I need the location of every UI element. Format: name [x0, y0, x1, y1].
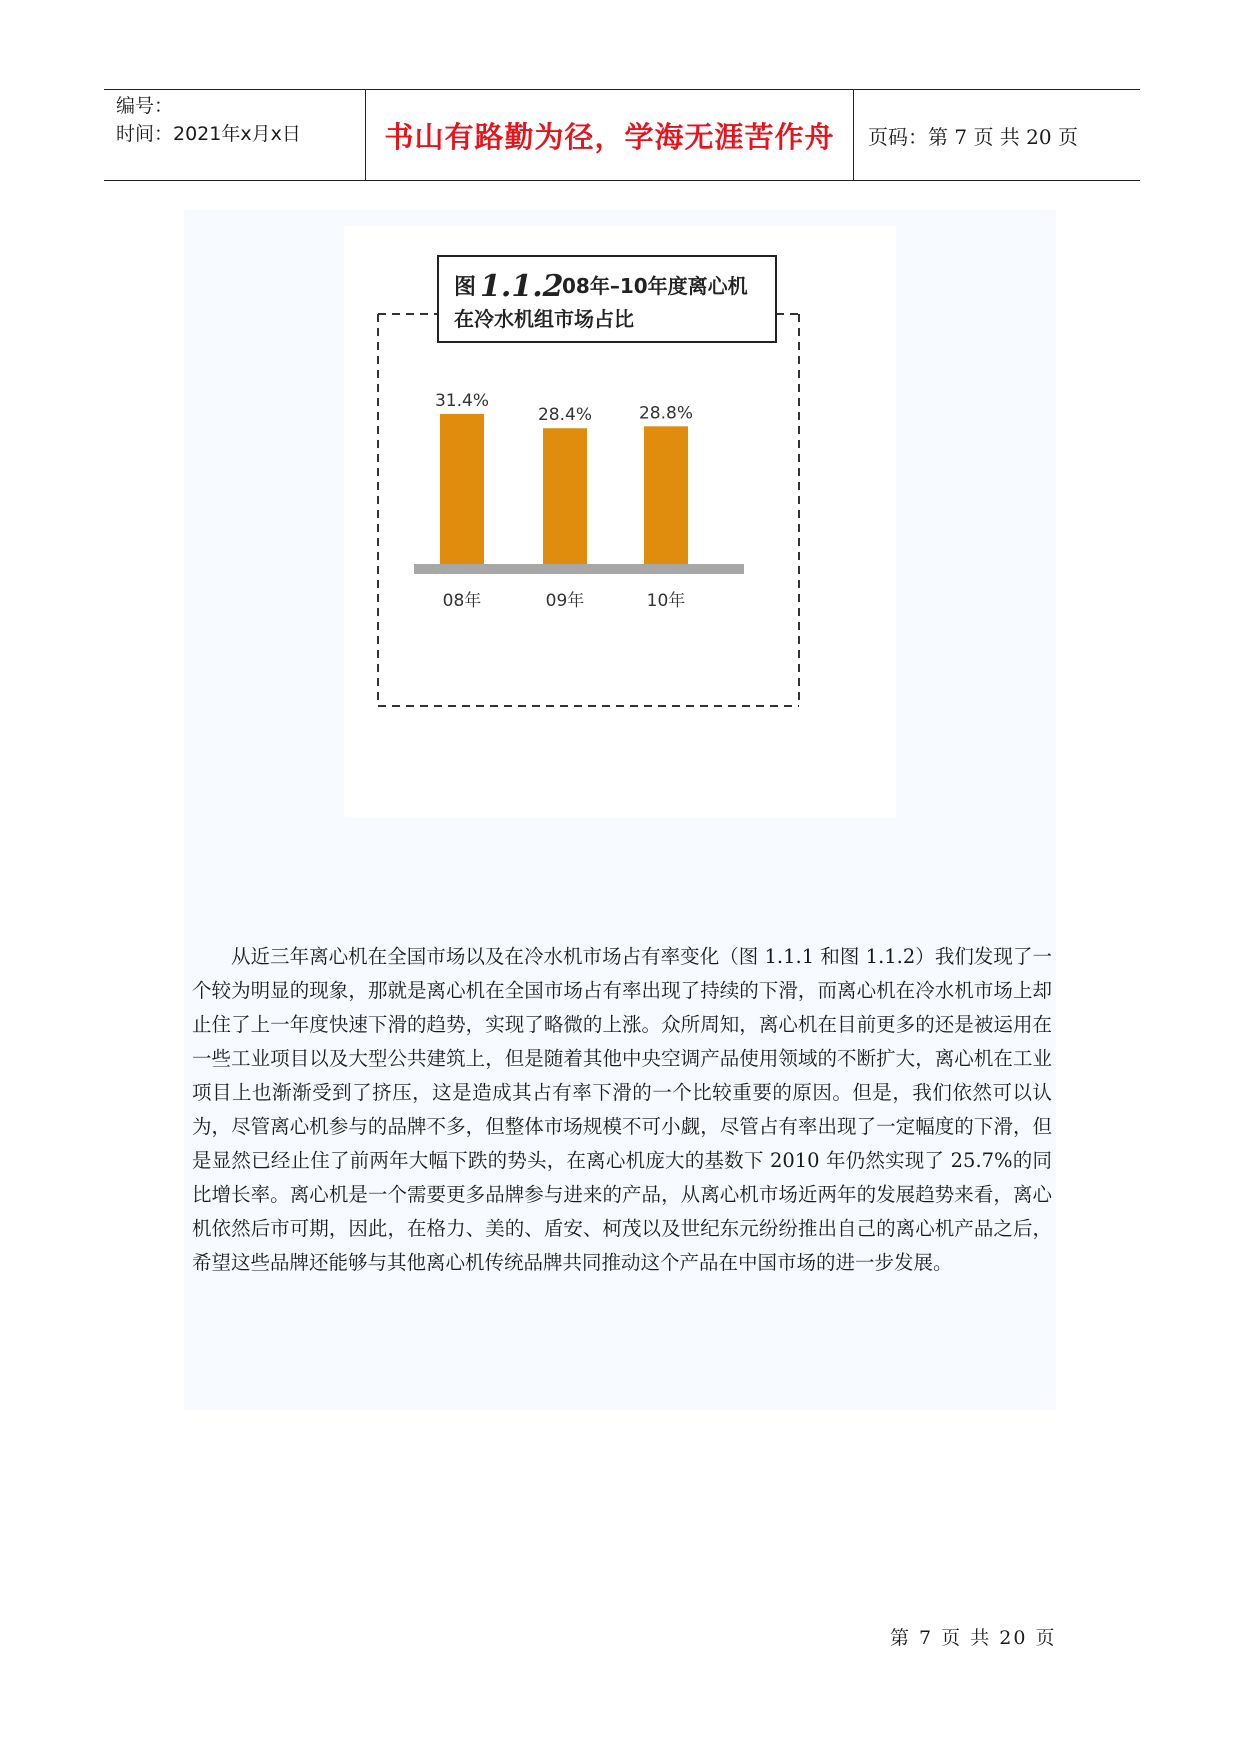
bar-value-label-2: 28.8%	[638, 403, 694, 424]
chart-title-line1: 08年–10年度离心机	[562, 274, 748, 298]
chart-title-line2: 在冷水机组市场占比	[454, 307, 634, 331]
bar-0	[440, 414, 484, 564]
content-panel	[184, 210, 1056, 1410]
x-tick-label-1: 09年	[545, 591, 585, 611]
header-meta	[104, 90, 366, 180]
header-page-code: 页码：第 7 页 共 20 页	[868, 124, 1078, 149]
serial-number-label: 编号：	[116, 95, 174, 117]
header-motto: 书山有路勤为径，学海无涯苦作舟	[366, 90, 854, 180]
bar-chart	[344, 226, 896, 818]
x-tick-label-0: 08年	[442, 591, 482, 611]
chart-title-prefix: 图	[454, 275, 477, 300]
chart-title-number: 1.1.2	[480, 269, 564, 304]
bar-value-label-0: 31.4%	[434, 390, 490, 411]
bar-2	[644, 426, 688, 564]
body-paragraph: 从近三年离心机在全国市场以及在冷水机市场占有率变化（图 1.1.1 和图 1.1.2）我们发现了一个较为明显的现象，那就是离心机在全国市场占有率出现了持续的下滑，而离心机在冷水机市场上却止住了上一年度快速下滑的趋势，实现了略微的上涨。众所周知，离心机在目前更多的还是被运用在一些工业项目以及大型公共建筑上，但是随着其他中央空调产品使用领域的不断扩大，离心机在工业项目上也渐渐受到了挤压，这是造成其占有率下滑的一个比较重要的原因。但是，我们依然可以认为，尽管离心机参与的品牌不多，但整体市场规模不可小觑，尽管占有率出现了一定幅度的下滑，但是显然已经止住了前两年大幅下跌的势头，在离心机庞大的基数下 2010 年仍然实现了 25.7%的同比增长率。离心机是一个需要更多品牌参与进来的产品，从离心机市场近两年的发展趋势来看，离心机依然后市可期，因此，在格力、美的、盾安、柯茂以及世纪东元纷纷推出自己的离心机产品之后，希望这些品牌还能够与其他离心机传统品牌共同推动这个产品在中国市场的进一步发展。	[192, 945, 1052, 1274]
chart-baseline	[414, 564, 744, 574]
page-header	[104, 89, 1140, 181]
x-tick-label-2: 10年	[646, 591, 686, 611]
figure-1-1-2	[344, 226, 896, 818]
bar-1	[543, 428, 587, 564]
bar-value-label-1: 28.4%	[537, 405, 593, 426]
time-label: 时间：2021年x月x日	[116, 123, 301, 145]
page-footer: 第 7 页 共 20 页	[890, 1627, 1057, 1649]
